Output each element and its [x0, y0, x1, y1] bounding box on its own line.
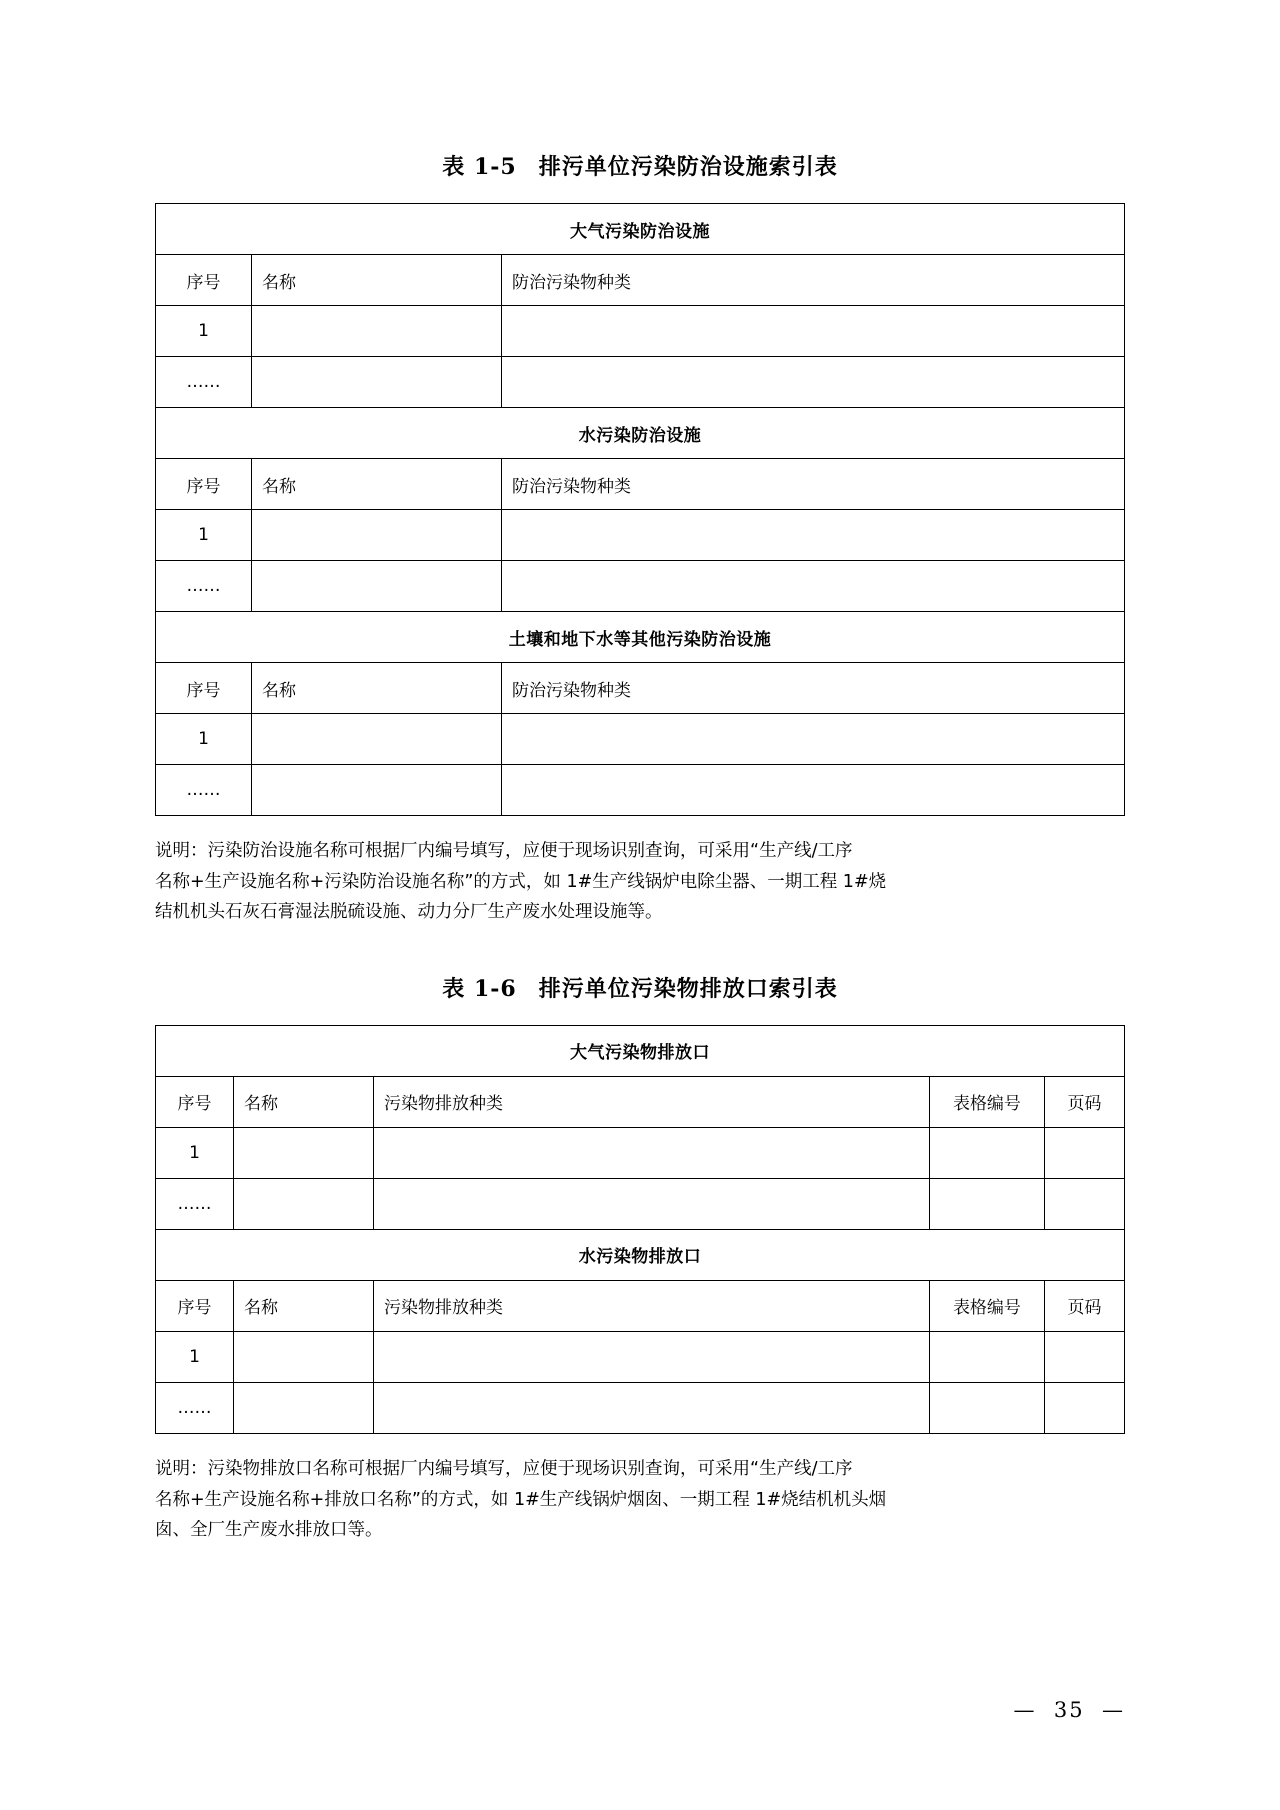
cell-seq: 1	[156, 1331, 234, 1382]
table-row	[156, 510, 1125, 561]
cell-discharge-kind	[374, 1331, 930, 1382]
cell-discharge-kind	[374, 1127, 930, 1178]
section-heading-air-outlet: 大气污染物排放口	[156, 1025, 1125, 1076]
note-line: 囱、全厂生产废水排放口等。	[155, 1520, 383, 1541]
table-row	[156, 1382, 1125, 1433]
column-header-seq: 序号	[156, 1280, 234, 1331]
table-row	[156, 1280, 1125, 1331]
table-row	[156, 612, 1125, 663]
cell-seq: ……	[156, 1178, 234, 1229]
table-1-6-title-text: 排污单位污染物排放口索引表	[538, 975, 838, 1002]
note-line: 说明：污染物排放口名称可根据厂内编号填写，应便于现场识别查询，可采用“生产线/工序	[155, 1458, 853, 1479]
column-header-name: 名称	[234, 1076, 374, 1127]
cell-seq: ……	[156, 765, 252, 816]
cell-page-number	[1044, 1178, 1124, 1229]
table-1-6	[155, 1025, 1125, 1434]
page-number: 35	[1053, 1698, 1085, 1722]
table-row	[156, 357, 1125, 408]
table-row	[156, 1331, 1125, 1382]
table-1-6-title	[155, 972, 1125, 1003]
footer-dash-left: —	[1013, 1698, 1037, 1722]
cell-pollutant-kind	[502, 306, 1125, 357]
table-row	[156, 765, 1125, 816]
column-header-form-number: 表格编号	[929, 1076, 1044, 1127]
column-header-page-number: 页码	[1044, 1280, 1124, 1331]
footer-dash-right: —	[1102, 1698, 1125, 1722]
table-1-6-note	[155, 1454, 1125, 1546]
column-header-form-number: 表格编号	[929, 1280, 1044, 1331]
cell-seq: 1	[156, 1127, 234, 1178]
cell-form-number	[929, 1178, 1044, 1229]
cell-page-number	[1044, 1382, 1124, 1433]
cell-name	[234, 1382, 374, 1433]
cell-name	[252, 561, 502, 612]
table-1-5-title-text: 排污单位污染防治设施索引表	[538, 154, 838, 180]
table-row	[156, 306, 1125, 357]
cell-page-number	[1044, 1331, 1124, 1382]
cell-seq: ……	[156, 357, 252, 408]
table-row	[156, 714, 1125, 765]
table-row	[156, 1178, 1125, 1229]
column-header-page-number: 页码	[1044, 1076, 1124, 1127]
table-row	[156, 1127, 1125, 1178]
column-header-pollutant-kind: 防治污染物种类	[502, 255, 1125, 306]
cell-seq: 1	[156, 510, 252, 561]
cell-discharge-kind	[374, 1382, 930, 1433]
cell-page-number	[1044, 1127, 1124, 1178]
table-1-6-title-label: 表 1-6	[442, 975, 517, 1002]
column-header-discharge-kind: 污染物排放种类	[374, 1280, 930, 1331]
table-row	[156, 255, 1125, 306]
column-header-seq: 序号	[156, 1076, 234, 1127]
page-footer	[1014, 1698, 1125, 1722]
cell-name	[234, 1331, 374, 1382]
column-header-seq: 序号	[156, 459, 252, 510]
cell-name	[252, 714, 502, 765]
column-header-pollutant-kind: 防治污染物种类	[502, 663, 1125, 714]
column-header-name: 名称	[234, 1280, 374, 1331]
section-heading-water-treatment: 水污染防治设施	[156, 408, 1125, 459]
cell-name	[234, 1127, 374, 1178]
section-heading-soil-groundwater-treatment: 土壤和地下水等其他污染防治设施	[156, 612, 1125, 663]
table-1-5-note	[155, 836, 1125, 928]
column-header-name: 名称	[252, 663, 502, 714]
table-row	[156, 1076, 1125, 1127]
column-header-name: 名称	[252, 255, 502, 306]
table-row	[156, 1229, 1125, 1280]
cell-seq: 1	[156, 714, 252, 765]
cell-pollutant-kind	[502, 714, 1125, 765]
cell-pollutant-kind	[502, 765, 1125, 816]
column-header-pollutant-kind: 防治污染物种类	[502, 459, 1125, 510]
table-row	[156, 1025, 1125, 1076]
column-header-seq: 序号	[156, 255, 252, 306]
note-line: 名称+生产设施名称+排放口名称”的方式，如 1#生产线锅炉烟囱、一期工程 1#烧结机机头烟	[155, 1489, 887, 1510]
cell-pollutant-kind	[502, 561, 1125, 612]
note-line: 说明：污染防治设施名称可根据厂内编号填写，应便于现场识别查询，可采用“生产线/工序	[155, 841, 853, 861]
table-row	[156, 663, 1125, 714]
cell-form-number	[929, 1382, 1044, 1433]
cell-form-number	[929, 1331, 1044, 1382]
cell-name	[252, 306, 502, 357]
section-heading-air-treatment: 大气污染防治设施	[156, 204, 1125, 255]
column-header-name: 名称	[252, 459, 502, 510]
note-line: 结机机头石灰石膏湿法脱硫设施、动力分厂生产废水处理设施等。	[155, 902, 663, 923]
note-line: 名称+生产设施名称+污染防治设施名称”的方式，如 1#生产线锅炉电除尘器、一期工程 1#烧	[155, 871, 887, 892]
table-row	[156, 408, 1125, 459]
table-row	[156, 459, 1125, 510]
cell-discharge-kind	[374, 1178, 930, 1229]
table-row	[156, 561, 1125, 612]
cell-pollutant-kind	[502, 357, 1125, 408]
cell-name	[252, 765, 502, 816]
table-row	[156, 204, 1125, 255]
section-heading-water-outlet: 水污染物排放口	[156, 1229, 1125, 1280]
cell-name	[234, 1178, 374, 1229]
cell-name	[252, 357, 502, 408]
column-header-discharge-kind: 污染物排放种类	[374, 1076, 930, 1127]
cell-seq: ……	[156, 1382, 234, 1433]
cell-seq: 1	[156, 306, 252, 357]
cell-seq: ……	[156, 561, 252, 612]
table-1-5	[155, 203, 1125, 816]
cell-form-number	[929, 1127, 1044, 1178]
cell-pollutant-kind	[502, 510, 1125, 561]
column-header-seq: 序号	[156, 663, 252, 714]
table-1-5-title	[155, 150, 1125, 181]
cell-name	[252, 510, 502, 561]
table-1-5-title-label: 表 1-5	[442, 154, 517, 180]
